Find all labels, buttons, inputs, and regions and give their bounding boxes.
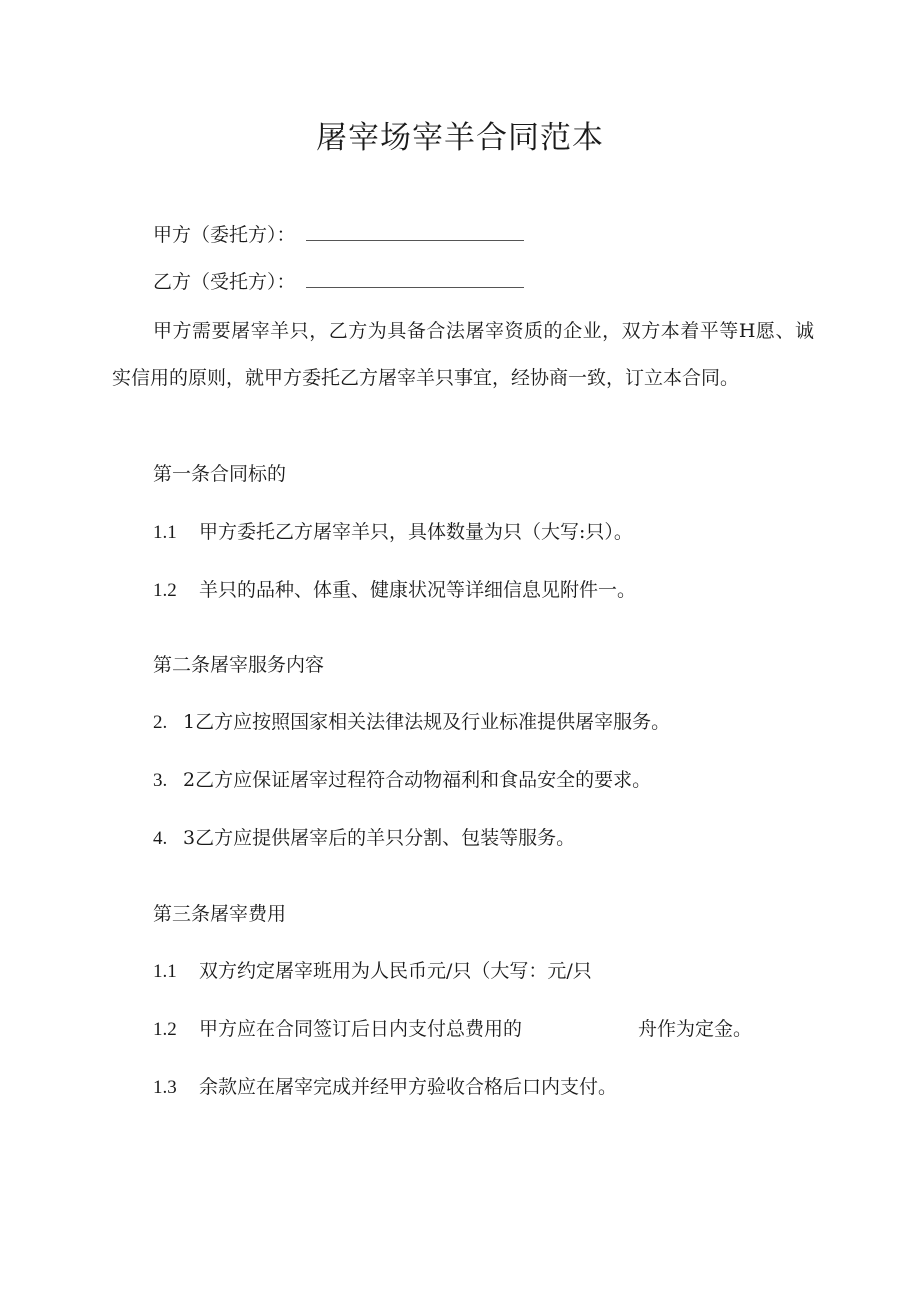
article2-heading: 第二条屠宰服务内容: [153, 654, 325, 676]
item-number: 4.: [153, 828, 168, 849]
intro-paragraph: 甲方需要屠宰羊只，乙方为具备合法屠宰资质的企业，双方本着平等H愿、诚实信用的原则，就甲方委托乙方屠宰羊只事宜，经协商一致，订立本合同。: [112, 320, 814, 389]
document-title: 屠宰场宰羊合同范本: [316, 120, 604, 156]
article2-item-2: [153, 767, 651, 794]
party-a-blank: [306, 224, 524, 241]
party-b-label: 乙方（受托方）：: [153, 271, 296, 293]
article3-item-2: [153, 1016, 752, 1043]
party-b-blank: [306, 271, 524, 288]
article3-item-1: [153, 958, 592, 985]
item-text: 3乙方应提供屠宰后的羊只分割、包装等服务。: [183, 827, 576, 849]
item-number: 1.1: [153, 522, 177, 543]
party-b-line: [153, 269, 524, 295]
article1-item-2: [153, 577, 636, 604]
party-a-label: 甲方（委托方）：: [153, 224, 296, 246]
item-number: 1.1: [153, 961, 177, 982]
item-text: 甲方应在合同签订后日内支付总费用的: [199, 1018, 523, 1040]
item-text: 双方约定屠宰班用为人民币元/只（大写：元/只: [199, 960, 592, 982]
article2-item-1: [153, 709, 670, 736]
item-text: 甲方委托乙方屠宰羊只，具体数量为只（大写:只）。: [199, 521, 633, 543]
article1-item-1: [153, 519, 633, 546]
article1-heading: 第一条合同标的: [153, 463, 287, 485]
item-number: 1.2: [153, 1019, 177, 1040]
article3-item-3: [153, 1074, 617, 1101]
item-text: 2乙方应保证屠宰过程符合动物福利和食品安全的要求。: [183, 769, 652, 791]
item-number: 2.: [153, 712, 168, 733]
item-number: 1.2: [153, 580, 177, 601]
item-text-after: 舟作为定金。: [638, 1018, 753, 1040]
item-text: 羊只的品种、体重、健康状况等详细信息见附件一。: [199, 579, 637, 601]
item-text: 余款应在屠宰完成并经甲方验收合格后口内支付。: [199, 1076, 618, 1098]
item-text: 1乙方应按照国家相关法律法规及行业标准提供屠宰服务。: [183, 711, 671, 733]
article3-heading: 第三条屠宰费用: [153, 903, 287, 925]
party-a-line: [153, 222, 524, 248]
item-number: 3.: [153, 770, 168, 791]
article2-item-3: [153, 825, 575, 852]
item-number: 1.3: [153, 1077, 177, 1098]
